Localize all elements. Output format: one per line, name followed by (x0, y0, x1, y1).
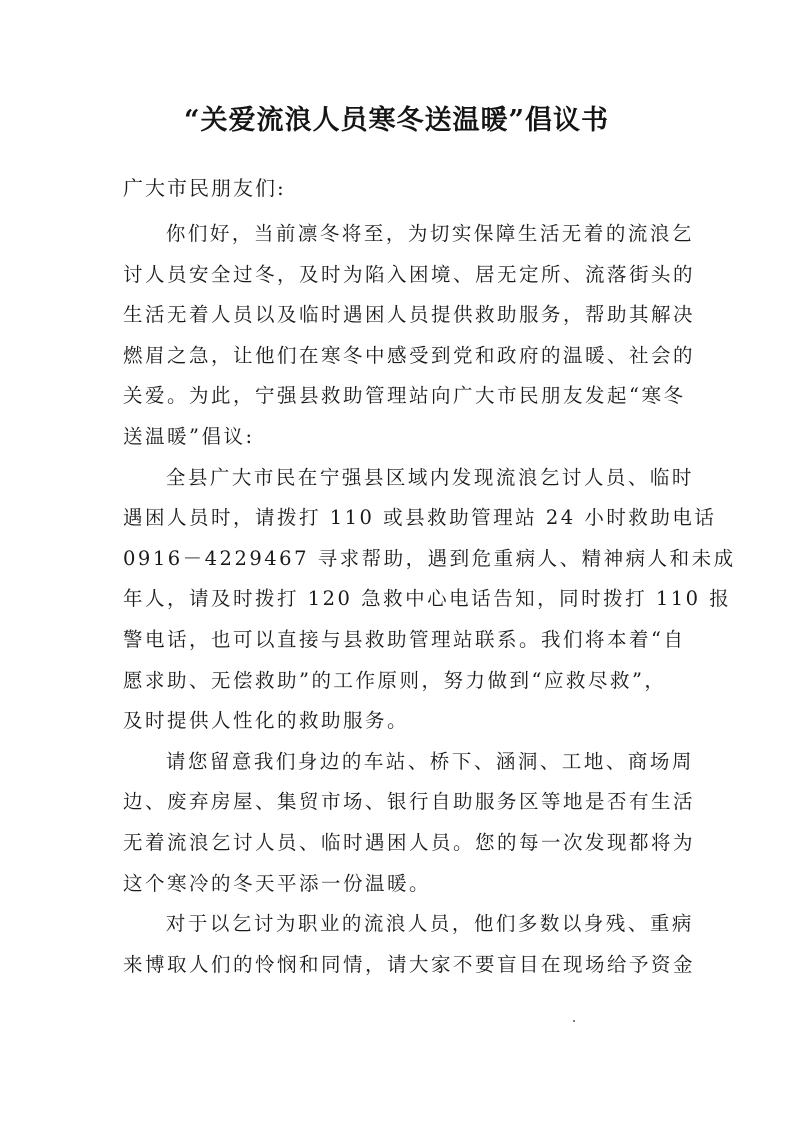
text-line: 关爱。为此，宁强县救助管理站向广大市民朋友发起“寒冬 (123, 384, 686, 408)
text-line: 这个寒冷的冬天平添一份温暖。 (123, 871, 432, 895)
text-line: 遇困人员时，请拨打 110 或县救助管理站 24 小时救助电话 (123, 506, 717, 530)
text-line: 边、废弃房屋、集贸市场、银行自助服务区等地是否有生活 (123, 790, 696, 814)
text-line: 年人，请及时拨打 120 急救中心电话告知，同时拨打 110 报 (123, 587, 732, 611)
text-line: 愿求助、无偿救助”的工作原则，努力做到“应救尽救”， (123, 668, 667, 692)
salutation: 广大市民朋友们: (123, 176, 286, 200)
paragraph-professional-beggars (123, 904, 696, 985)
paragraph-hotline (123, 458, 736, 742)
text-line: 生活无着人员以及临时遇困人员提供救助服务，帮助其解决 (123, 303, 696, 327)
text-line: 来博取人们的怜悯和同情，请大家不要盲目在现场给予资金 (123, 952, 696, 976)
text-line: 请您留意我们身边的车站、桥下、涵洞、工地、商场周 (165, 749, 694, 773)
paragraph-locations (123, 742, 696, 904)
document-title: “关爱流浪人员寒冬送温暖”倡议书 (183, 105, 610, 136)
text-line: 你们好，当前凛冬将至，为切实保障生活无着的流浪乞 (165, 222, 694, 245)
paragraph-greeting (123, 214, 696, 458)
text-line: 全县广大市民在宁强县区域内发现流浪乞讨人员、临时 (165, 465, 694, 489)
text-line: 讨人员安全过冬，及时为陷入困境、居无定所、流落街头的 (123, 262, 696, 286)
text-line: 及时提供人性化的救助服务。 (123, 709, 410, 733)
letter-body (123, 214, 736, 985)
scan-speck (573, 1020, 575, 1022)
text-line: 警电话，也可以直接与县救助管理站联系。我们将本着“自 (123, 627, 686, 651)
text-line: 无着流浪乞讨人员、临时遇困人员。您的每一次发现都将为 (123, 830, 696, 854)
text-line: 送温暖”倡议: (123, 424, 255, 448)
text-line: 对于以乞讨为职业的流浪人员，他们多数以身残、重病 (165, 912, 694, 936)
text-line: 0916－4229467 寻求帮助，遇到危重病人、精神病人和未成 (123, 546, 736, 570)
text-line: 燃眉之急，让他们在寒冬中感受到党和政府的温暖、社会的 (123, 343, 696, 367)
